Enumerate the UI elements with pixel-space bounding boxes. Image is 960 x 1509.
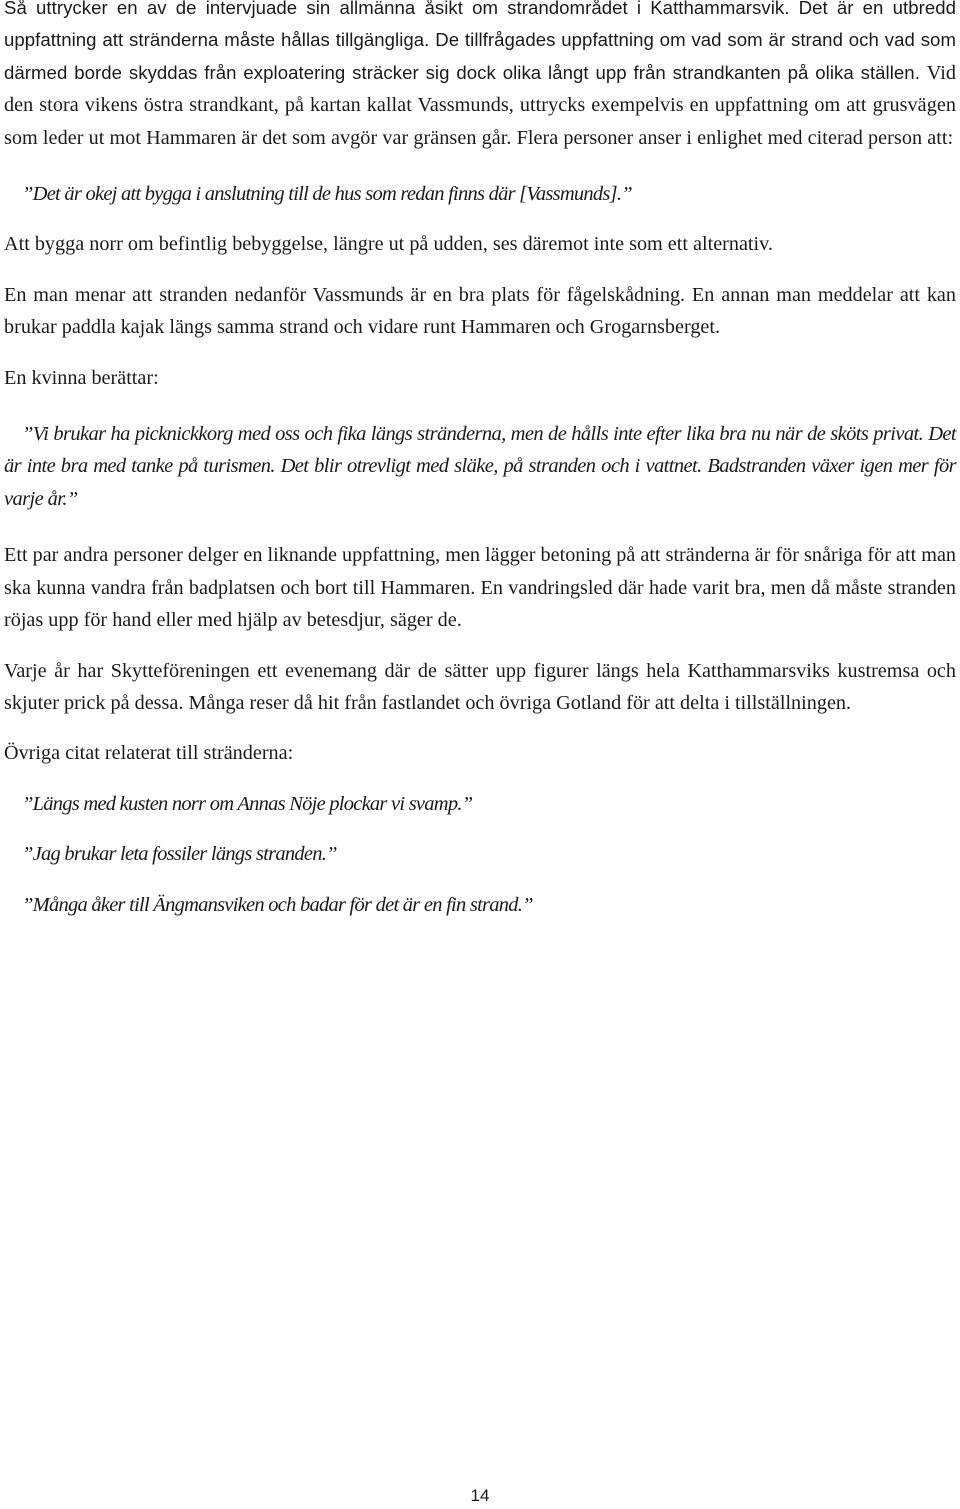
paragraph-shooting-club: Varje år har Skytteföreningen ett evenemang där de sätter upp figurer längs hela Katthammarsviks kustremsa och skjuter prick på dessa. Många reser då hit från fastlandet och övriga Gotland för att delta i tillställningen.	[4, 659, 956, 714]
quote-angmansviken: ”Många åker till Ängmansviken och badar för det är en fin strand.”	[22, 893, 533, 916]
quote-vassmunds: ”Det är okej att bygga i anslutning till de hus som redan finns där [Vassmunds].”	[22, 183, 632, 206]
quote-mushrooms: ”Längs med kusten norr om Annas Nöje plockar vi svamp.”	[22, 792, 473, 815]
quote-fossils: ”Jag brukar leta fossiler längs stranden.”	[22, 843, 337, 866]
quote-picnic: ”Vi brukar ha picknickkorg med oss och fika längs stränderna, men de hålls inte efter lika bra nu när de sköts privat. Det är inte bra med tanke på turismen. Det blir otrevligt med släke, på stranden och i vattnet. Badstranden växer igen mer för varje år.”	[4, 423, 956, 510]
paragraph-hiking-trail: Ett par andra personer delger en liknande uppfattning, men lägger betoning på att stränderna är för snåriga för att man ska kunna vandra från badplatsen och bort till Hammaren. En vandringsled där hade varit bra, men då måste stranden röjas upp för hand eller med hjälp av betesdjur, säger de.	[4, 544, 956, 632]
document-page	[4, 0, 956, 921]
paragraph-woman-says: En kvinna berättar:	[4, 366, 159, 389]
paragraph-intro-serif: Vid den stora vikens östra strandkant, på kartan kallat Vassmunds, uttrycks exempelvis en uppfattning om att grusvägen som leder ut mot Hammaren är det som avgör var gränsen går. Flera personer anser i enlighet med citerad person att:	[4, 61, 957, 149]
paragraph-intro	[4, 0, 956, 154]
page-number: 14	[470, 1486, 490, 1505]
paragraph-intro-sans: Så uttrycker en av de intervjuade sin allmänna åsikt om strandområdet i Katthammarsvik. Det är en utbredd uppfattning att stränderna måste hållas tillgängliga. De tillfrågades uppfattning om vad som är strand och vad som därmed borde skyddas från exploatering sträcker sig dock olika långt upp från strandkanten på olika ställen.	[4, 0, 956, 83]
paragraph-birdwatching: En man menar att stranden nedanför Vassmunds är en bra plats för fågelskådning. En annan man meddelar att kan brukar paddla kajak längs samma strand och vidare runt Hammaren och Grogarnsberget.	[4, 283, 956, 339]
paragraph-other-quotes-heading: Övriga citat relaterat till stränderna:	[4, 742, 294, 765]
paragraph-north-building: Att bygga norr om befintlig bebyggelse, längre ut på udden, ses däremot inte som ett alternativ.	[4, 233, 773, 256]
